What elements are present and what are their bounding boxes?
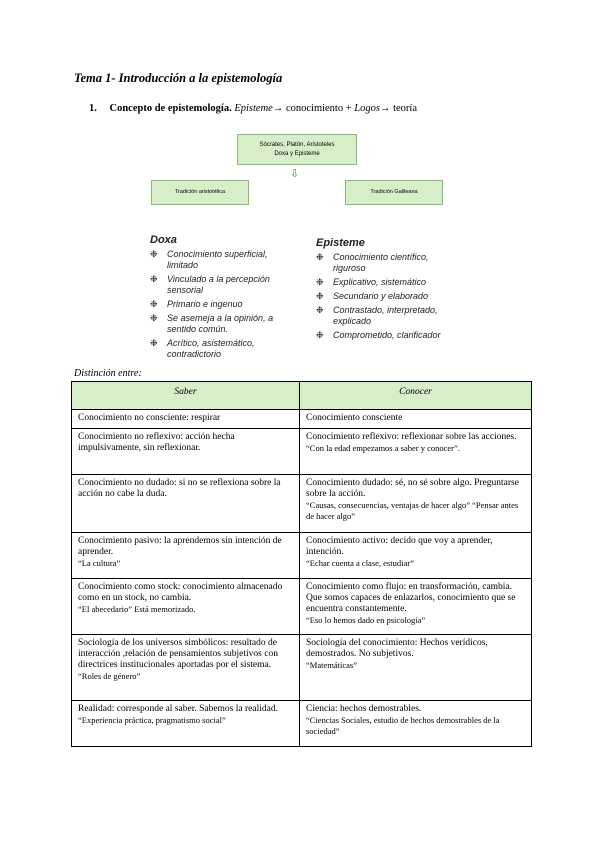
bullet-icon: ❉	[316, 330, 324, 340]
table-cell: Ciencia: hechos demostrables. “Ciencias Sociales, estudio de hechos demostrables de la sociedad”	[300, 701, 532, 747]
section-label: Concepto de epistemología.	[109, 103, 232, 114]
list-item: ❉ Vinculado a la percepción sensorial	[150, 274, 270, 295]
list-item: ❉ Conocimiento científico, riguroso	[316, 252, 429, 273]
table-row	[72, 410, 532, 429]
list-item: ❉ Secundario y elaborado	[316, 291, 429, 301]
table-cell: Conocimiento no consciente: respirar	[72, 410, 300, 429]
table-row	[72, 635, 532, 701]
table-cell: Conocimiento pasivo: la aprendemos sin intención de aprender. “La cultura”	[72, 533, 300, 579]
column-header-conocer: Conocer	[300, 382, 532, 410]
doxa-list	[150, 234, 290, 363]
bullet-icon: ❉	[150, 313, 158, 323]
table-cell: Conocimiento no dudado: si no se reflexiona sobre la acción no cabe la duda.	[72, 475, 300, 533]
diagram-top-line1: Sócrates, Platón, Aristoteles	[259, 142, 335, 148]
table-cell: Conocimiento consciente	[300, 410, 532, 429]
distincion-label: Distinción entre:	[74, 368, 142, 379]
section-number: 1.	[89, 103, 97, 114]
table-cell: Conocimiento reflexivo: reflexionar sobre las acciones. “Con la edad empezamos a saber y conocer”.	[300, 429, 532, 475]
bullet-icon: ❉	[150, 274, 158, 284]
conocimiento-text: conocimiento +	[285, 103, 352, 114]
list-item: ❉ Se asemeja a la opinión, a sentido común.	[150, 313, 274, 334]
teoria-text: teoría	[393, 103, 417, 114]
episteme-term: Episteme	[234, 103, 273, 114]
bullet-icon: ❉	[150, 299, 158, 309]
bullet-icon: ❉	[316, 252, 324, 262]
list-item: ❉ Comprometido, clarificador	[316, 330, 441, 340]
table-cell: Conocimiento no reflexivo: acción hecha impulsivamente, sin reflexionar.	[72, 429, 300, 475]
doxa-heading: Doxa	[150, 234, 177, 246]
table-cell: Conocimiento como flujo: en transformación, cambia. Que somos capaces de enlazarlos, conocimiento que se encuentra constantemente. “Eso lo hemos dado en psicología”	[300, 579, 532, 635]
page-title: Tema 1- Introducción a la epistemología	[74, 71, 283, 85]
episteme-list	[316, 237, 456, 344]
table-row	[72, 701, 532, 747]
diagram-right-box: Tradición Galileana	[345, 180, 443, 205]
bullet-icon: ❉	[316, 277, 324, 287]
logos-term: Logos	[354, 103, 380, 114]
table-cell: Sociología de los universos simbólicos: resultado de interacción ,relación de pensamientos subjetivos con directrices institucionales aportadas por el sistema. “Roles de género”	[72, 635, 300, 701]
arrow-icon: →	[272, 103, 284, 114]
diagram-left-box: Tradición aristotélica	[151, 180, 249, 205]
diagram-top-line2: Doxa y Episteme	[274, 151, 320, 157]
section-heading	[89, 103, 417, 114]
table-row	[72, 579, 532, 635]
bullet-icon: ❉	[316, 305, 324, 315]
column-header-saber: Saber	[72, 382, 300, 410]
bullet-icon: ❉	[150, 249, 158, 259]
table-row	[72, 475, 532, 533]
bullet-icon: ❉	[150, 338, 158, 348]
list-item: ❉ Primario e ingenuo	[150, 299, 243, 309]
arrow-icon: →	[379, 103, 391, 114]
bullet-icon: ❉	[316, 291, 324, 301]
list-item: ❉ Explicativo, sistemático	[316, 277, 427, 287]
table-cell: Conocimiento como stock: conocimiento almacenado como en un stock, no cambia. “El abecedario” Está memorizado.	[72, 579, 300, 635]
down-arrow-icon: ⇩	[290, 167, 300, 180]
table-row	[72, 533, 532, 579]
table-row	[72, 429, 532, 475]
list-item: ❉ Acrítico, asistemático, contradictorio	[150, 338, 255, 359]
table-cell: Realidad: corresponde al saber. Sabemos la realidad. “Experiencia práctica, pragmatismo social”	[72, 701, 300, 747]
table-cell: Conocimiento activo: decido que voy a aprender, intención. “Echar cuenta a clase, estudiar”	[300, 533, 532, 579]
episteme-heading: Episteme	[316, 237, 365, 249]
comparison-table	[71, 381, 532, 747]
list-item: ❉ Contrastado, interpretado, explicado	[316, 305, 438, 326]
diagram-top-box	[237, 134, 357, 165]
table-cell: Sociología del conocimiento: Hechos verídicos, demostrados. No subjetivos. “Matemáticas”	[300, 635, 532, 701]
list-item: ❉ Conocimiento superficial, limitado	[150, 249, 268, 270]
table-cell: Conocimiento dudado: sé, no sé sobre algo. Preguntarse sobre la acción. “Causas, consecuencias, ventajas de hacer algo” “Pensar antes de hacer algo”	[300, 475, 532, 533]
